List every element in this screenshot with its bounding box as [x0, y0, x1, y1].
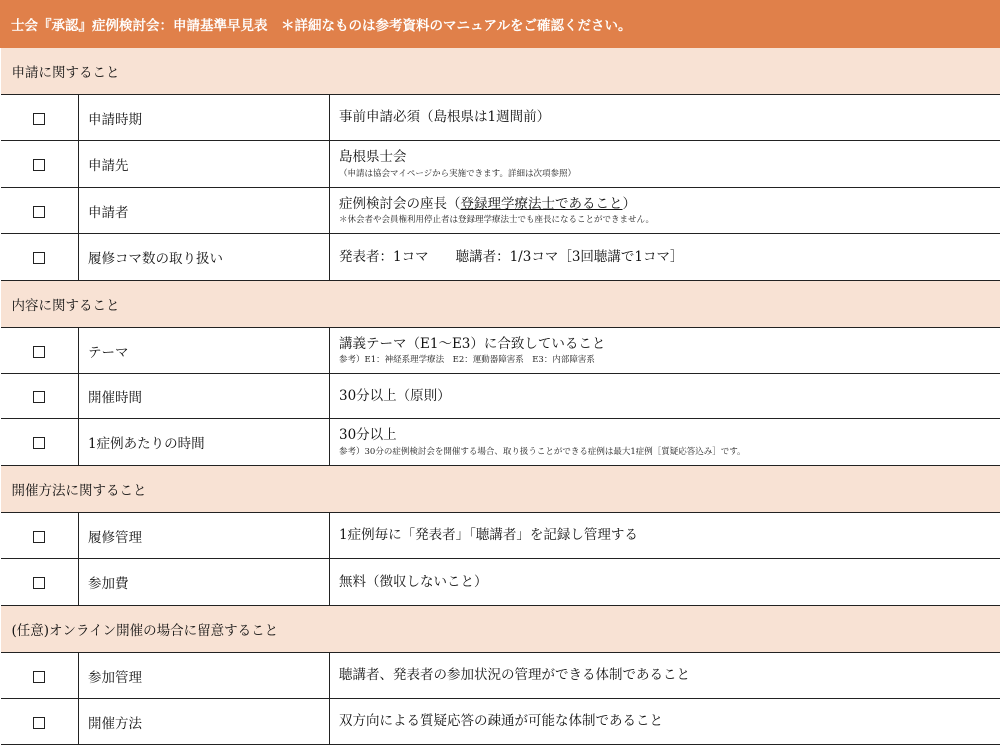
section-row	[1, 48, 1000, 95]
row-value-text: 島根県士会	[339, 149, 407, 166]
row-value-text: 無料（徴収しないこと）	[339, 573, 488, 590]
title-row	[1, 1, 1000, 48]
checkbox[interactable]	[33, 671, 45, 683]
checkbox-cell	[1, 328, 79, 374]
checkbox[interactable]	[33, 391, 45, 403]
row-value	[330, 141, 1000, 188]
row-value	[330, 699, 1000, 745]
section-row	[1, 466, 1000, 513]
table-row	[1, 328, 1000, 374]
checkbox-cell	[1, 559, 79, 606]
row-label: 申請時期	[79, 95, 330, 141]
table-row	[1, 95, 1000, 141]
section-title-online: (任意)オンライン開催の場合に留意すること	[1, 606, 1000, 653]
row-value	[330, 188, 1000, 234]
table-row	[1, 699, 1000, 745]
checkbox-cell	[1, 234, 79, 281]
section-title-method: 開催方法に関すること	[1, 466, 1000, 513]
row-note: （申請は協会マイページから実施できます。詳細は次項参照）	[339, 168, 576, 179]
checkbox-cell	[1, 374, 79, 419]
row-label: 開催時間	[79, 374, 330, 419]
row-value	[330, 328, 1000, 374]
table-row	[1, 234, 1000, 281]
checkbox[interactable]	[33, 252, 45, 264]
checkbox[interactable]	[33, 113, 45, 125]
row-label: 開催方法	[79, 699, 330, 745]
checkbox[interactable]	[33, 206, 45, 218]
row-label: 申請先	[79, 141, 330, 188]
checkbox[interactable]	[33, 577, 45, 589]
row-value	[330, 419, 1000, 466]
checkbox-cell	[1, 95, 79, 141]
value-suffix: ）	[622, 195, 636, 212]
row-value	[330, 374, 1000, 419]
row-note: 参考）E1：神経系理学療法 E2：運動器障害系 E3：内部障害系	[339, 355, 595, 366]
row-value	[330, 653, 1000, 699]
row-label: 履修コマ数の取り扱い	[79, 234, 330, 281]
row-value	[330, 559, 1000, 606]
row-value-text: 講義テーマ（E1〜E3）に合致していること	[339, 335, 606, 352]
row-label: 1症例あたりの時間	[79, 419, 330, 466]
checkbox-cell	[1, 141, 79, 188]
table-row	[1, 419, 1000, 466]
table-row	[1, 141, 1000, 188]
table-row	[1, 374, 1000, 419]
section-row	[1, 606, 1000, 653]
row-value-text: 1症例毎に「発表者」「聴講者」を記録し管理する	[339, 527, 638, 544]
row-value-text: 事前申請必須（島根県は1週間前）	[339, 109, 551, 126]
row-value-text: 聴講者、発表者の参加状況の管理ができる体制であること	[339, 667, 690, 684]
checkbox[interactable]	[33, 346, 45, 358]
checkbox[interactable]	[33, 159, 45, 171]
row-note: ＊休会者や会員権利用停止者は登録理学療法士でも座長になることができません。	[339, 215, 655, 226]
section-title-content: 内容に関すること	[1, 281, 1000, 328]
page-title: 士会『承認』症例検討会：申請基準早見表 ＊詳細なものは参考資料のマニュアルをご確認ください。	[1, 1, 1000, 48]
table-row	[1, 559, 1000, 606]
table-row	[1, 653, 1000, 699]
row-value-text: 発表者：1コマ 聴講者：1/3コマ［3回聴講で1コマ］	[339, 248, 684, 265]
checkbox-cell	[1, 653, 79, 699]
row-value-text: 30分以上（原則）	[339, 387, 451, 404]
row-label: テーマ	[79, 328, 330, 374]
checkbox[interactable]	[33, 437, 45, 449]
row-value	[330, 513, 1000, 559]
row-value-text	[339, 196, 636, 212]
row-value	[330, 95, 1000, 141]
table-row	[1, 188, 1000, 234]
value-underlined: 登録理学療法士であること	[460, 195, 623, 212]
row-value	[330, 234, 1000, 281]
row-value-text: 30分以上	[339, 427, 397, 444]
checkbox-cell	[1, 513, 79, 559]
checkbox[interactable]	[33, 717, 45, 729]
section-title-application: 申請に関すること	[1, 48, 1000, 95]
value-prefix: 症例検討会の座長（	[339, 195, 461, 212]
table-row	[1, 513, 1000, 559]
section-row	[1, 281, 1000, 328]
row-label: 参加費	[79, 559, 330, 606]
row-value-text: 双方向による質疑応答の疎通が可能な体制であること	[339, 713, 663, 730]
row-note: 参考）30分の症例検討会を開催する場合、取り扱うことができる症例は最大1症例［質疑応答込み］です。	[339, 446, 746, 457]
checkbox-cell	[1, 699, 79, 745]
row-label: 履修管理	[79, 513, 330, 559]
checkbox-cell	[1, 419, 79, 466]
checkbox[interactable]	[33, 531, 45, 543]
row-label: 申請者	[79, 188, 330, 234]
checkbox-cell	[1, 188, 79, 234]
row-label: 参加管理	[79, 653, 330, 699]
